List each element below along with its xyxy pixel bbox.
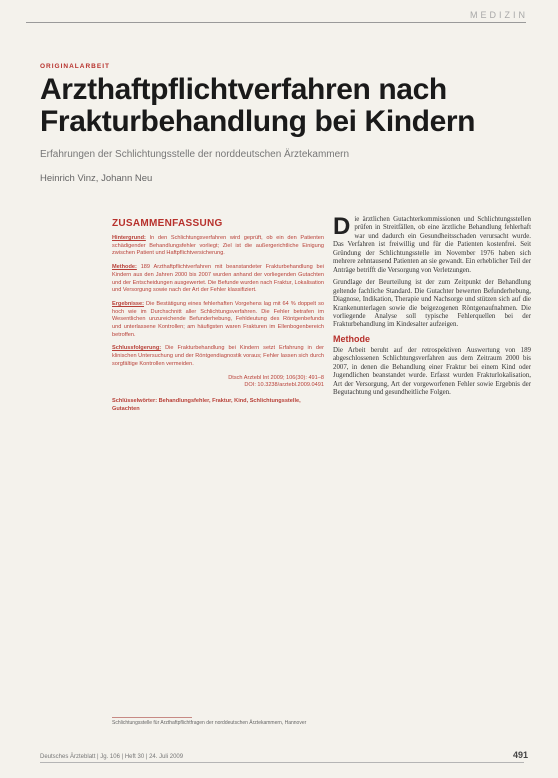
- summary-method: [112, 264, 324, 295]
- article-title: [40, 74, 520, 138]
- citation-doi: DOI: 10.3238/arztebl.2009.0491: [244, 382, 324, 389]
- citation: [112, 375, 324, 390]
- methods-paragraph: Die Arbeit beruht auf der retrospektiven Auswertung von 189 abgeschlossenen Schlichtungsverfahren aus dem Zeitraum 2000 bis 2007, in denen die Behandlung einer Fraktur bei einem Kind oder Jugendlichen beanstandet wurde. Erfasst wurden Frakturlokalisation, Art der Versorgung, Art der vorgeworfenen Fehler sowie Ergebnis der Begutachtung und gesundheitliche Folgen.: [333, 346, 531, 397]
- methods-heading: Methode: [333, 333, 370, 344]
- summary-background: [112, 235, 324, 258]
- method-label: Methode:: [112, 264, 137, 271]
- article-subtitle: Erfahrungen der Schlichtungsstelle der norddeutschen Ärztekammern: [40, 149, 350, 160]
- method-text: 189 Arzthaftpflichtverfahren mit beanstandeter Frakturbehandlung bei Kindern aus den Jahren 2000 bis 2007 wurden anhand der vorliegenden Gutachten und der Entscheidungen ausgewertet. Die Befunde wurden nach Fraktur, Lokalisation und Versorgung sowie nach der Art der Fehler klassifiziert.: [112, 264, 324, 294]
- body-column: [333, 213, 531, 402]
- section-tag: MEDIZIN: [470, 10, 528, 20]
- intro-text: ie ärztlichen Gutachterkommissionen und Schlichtungsstellen prüfen in Streitfällen, ob eine ärztliche Behandlung fehlerhaft war und dadurch ein Gesundheitsschaden verursacht wurde. Das Verfahren ist freiwillig und für die Patienten kostenfrei. Seit Gründung der Schlichtungsstelle im November 1976 haben sich mehrere zehntausend Patienten an sie gewandt. Ein erheblicher Teil der Anträge betrifft die Versorgung von Verletzungen.: [333, 216, 531, 274]
- article-category: ORIGINALARBEIT: [40, 63, 110, 70]
- keywords: Schlüsselwörter: Behandlungsfehler, Fraktur, Kind, Schlichtungsstelle, Gutachten: [112, 397, 301, 412]
- results-label: Ergebnisse:: [112, 300, 145, 307]
- conclusion-text: Die Frakturbehandlung bei Kindern setzt Erfahrung in der klinischen Untersuchung und der Röntgendiagnostik voraus; Fehler lassen sich durch sorgfältige Kontrollen vermeiden.: [112, 345, 324, 367]
- drop-cap: D: [333, 213, 351, 240]
- summary-heading: ZUSAMMENFASSUNG: [112, 218, 223, 229]
- title-line-1: Arzthaftpflichtverfahren nach: [40, 73, 447, 106]
- footer-rule: [40, 762, 524, 763]
- article-authors: Heinrich Vinz, Johann Neu: [40, 173, 153, 184]
- page-number: 491: [512, 750, 528, 760]
- summary-conclusion: [112, 345, 324, 368]
- background-text: In den Schlichtungsverfahren wird geprüft, ob ein den Patienten schädigender Behandlungsfehler vorliegt; Ziel ist die außergerichtliche Einigung zwischen Patient und Haftpflichtversicherung.: [112, 235, 324, 257]
- journal-footer: Deutsches Ärzteblatt | Jg. 106 | Heft 30 | 24. Juli 2009: [40, 754, 184, 760]
- title-line-2: Frakturbehandlung bei Kindern: [40, 105, 476, 138]
- results-text: Die Bestätigung eines fehlerhaften Vorgehens lag mit 64 % doppelt so hoch wie im Durchschnitt aller Schlichtungsverfahren. Die Fehler betrafen im Wesentlichen unzureichende Befunderhebung, Fehldeutung des Röntgenbefunds und unterlassene Kontrollen; am häufigsten waren Frakturen im Ellenbogenbereich betroffen.: [112, 300, 324, 338]
- footnote-rule: [112, 717, 192, 718]
- summary-box: [112, 218, 324, 710]
- affiliation-footnote: Schlichtungsstelle für Arzthaftpflichtfragen der norddeutschen Ärztekammern, Hannover: [112, 720, 307, 726]
- conclusion-label: Schlussfolgerung:: [112, 345, 162, 352]
- background-label: Hintergrund:: [112, 235, 146, 241]
- background-paragraph: Grundlage der Beurteilung ist der zum Zeitpunkt der Behandlung geltende fachliche Standard. Die Gutachter bewerten Befunderhebung, Diagnose, Indikation, Therapie und Nachsorge und stützen sich auf die Krankenunterlagen sowie die beigezogenen Röntgenaufnahmen. Die vorliegende Analyse soll typische Fehlerquellen bei der Frakturbehandlung im Kindesalter aufzeigen.: [333, 279, 531, 329]
- citation-line-1: Dtsch Arztebl Int 2009; 106(30): 491–8: [228, 374, 324, 381]
- summary-results: [112, 301, 324, 340]
- intro-paragraph: [333, 213, 531, 275]
- header-rule: [26, 22, 526, 23]
